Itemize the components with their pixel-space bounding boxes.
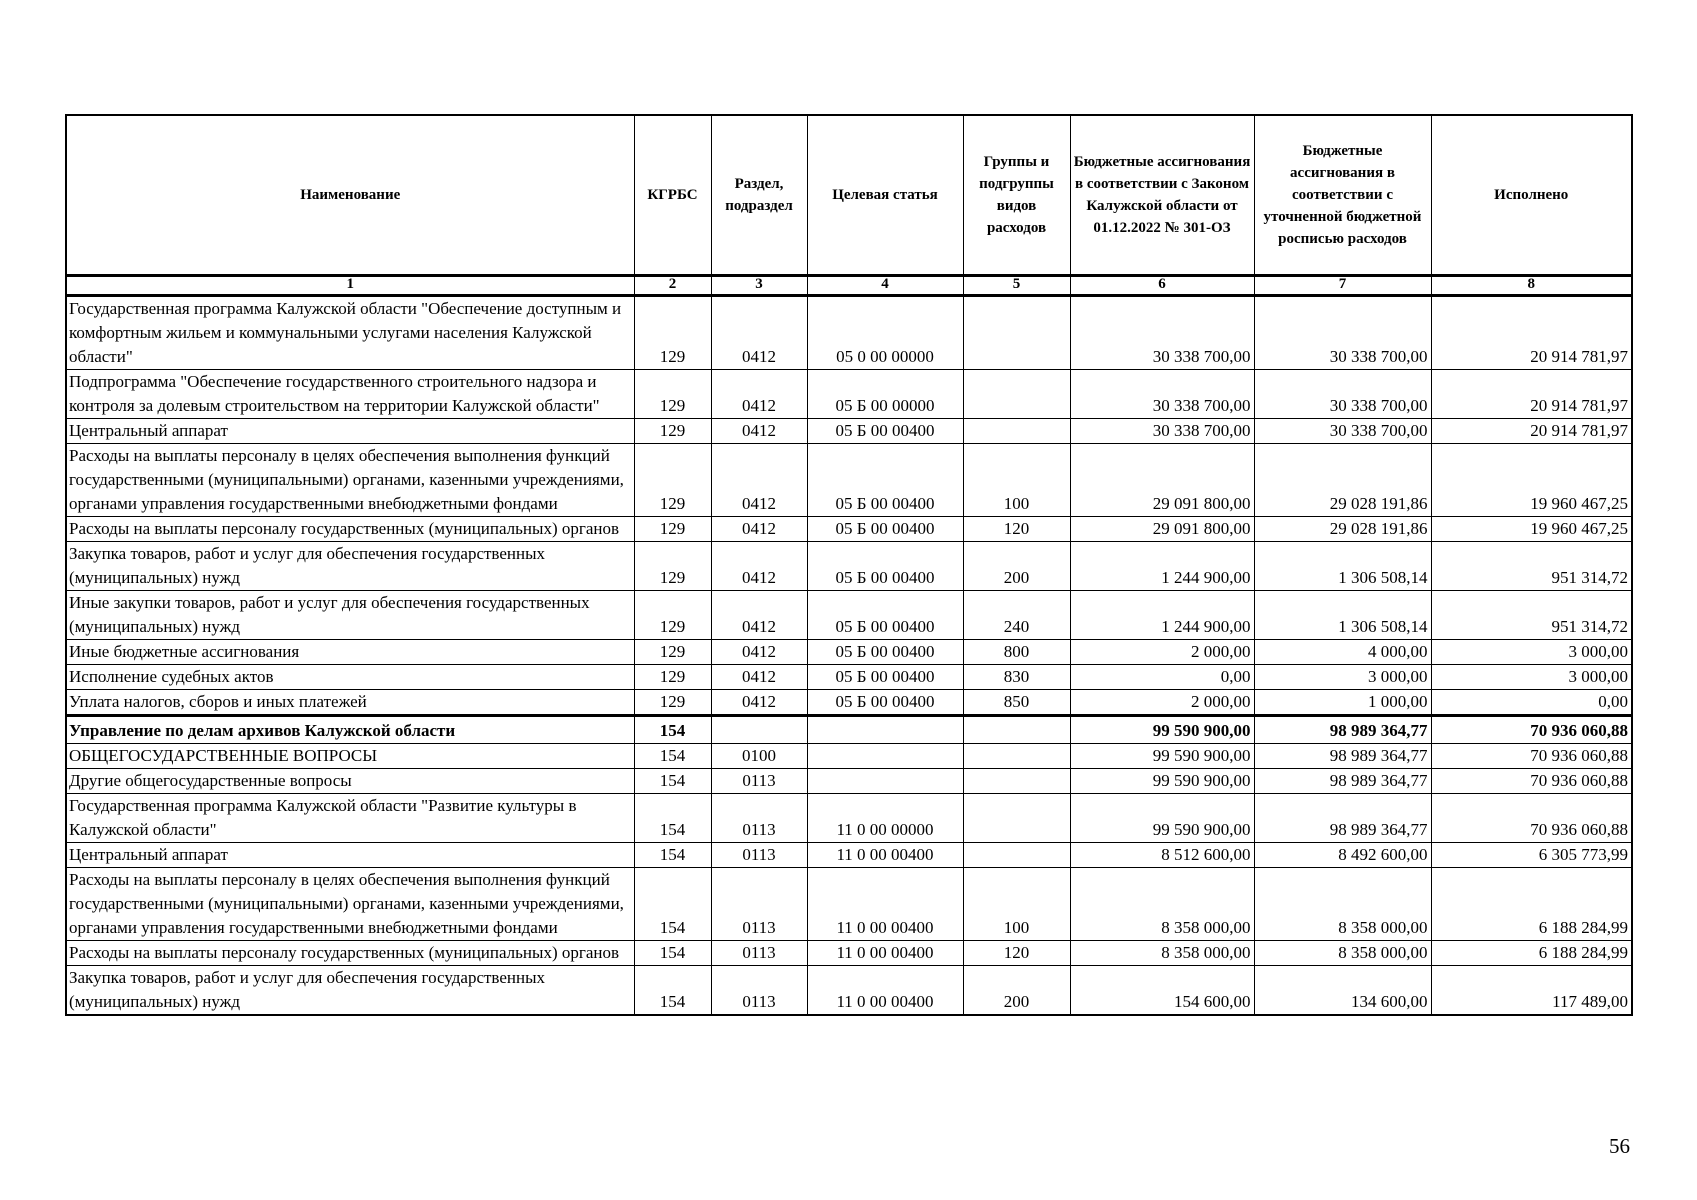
cell-executed-amount: 19 960 467,25 — [1431, 517, 1632, 542]
cell-name: Центральный аппарат — [66, 419, 634, 444]
cell-law-amount: 1 244 900,00 — [1070, 591, 1254, 640]
cell-target: 11 0 00 00000 — [807, 794, 963, 843]
table-row — [66, 542, 1632, 591]
cell-refined-amount: 1 306 508,14 — [1254, 591, 1431, 640]
cell-kgrbs: 129 — [634, 419, 711, 444]
cell-law-amount: 8 358 000,00 — [1070, 941, 1254, 966]
cell-group: 850 — [963, 690, 1070, 716]
cell-kgrbs: 154 — [634, 716, 711, 744]
cell-law-amount: 30 338 700,00 — [1070, 296, 1254, 370]
cell-target: 05 Б 00 00400 — [807, 419, 963, 444]
cell-group — [963, 794, 1070, 843]
cell-executed-amount: 3 000,00 — [1431, 640, 1632, 665]
page-number: 56 — [1609, 1134, 1630, 1158]
cell-section: 0412 — [711, 517, 807, 542]
cell-name: Другие общегосударственные вопросы — [66, 769, 634, 794]
cell-target: 11 0 00 00400 — [807, 868, 963, 941]
cell-law-amount: 29 091 800,00 — [1070, 517, 1254, 542]
cell-executed-amount: 6 305 773,99 — [1431, 843, 1632, 868]
cell-group — [963, 843, 1070, 868]
cell-group — [963, 419, 1070, 444]
cell-group — [963, 716, 1070, 744]
table-row — [66, 690, 1632, 716]
header-kgrbs: КГРБС — [634, 115, 711, 276]
column-number-row — [66, 276, 1632, 296]
table-row — [66, 744, 1632, 769]
cell-executed-amount: 6 188 284,99 — [1431, 941, 1632, 966]
cell-target: 05 Б 00 00000 — [807, 370, 963, 419]
cell-law-amount: 8 512 600,00 — [1070, 843, 1254, 868]
cell-law-amount: 2 000,00 — [1070, 640, 1254, 665]
cell-kgrbs: 154 — [634, 941, 711, 966]
cell-refined-amount: 29 028 191,86 — [1254, 517, 1431, 542]
cell-executed-amount: 20 914 781,97 — [1431, 419, 1632, 444]
cell-target — [807, 744, 963, 769]
cell-section: 0412 — [711, 690, 807, 716]
cell-section: 0412 — [711, 640, 807, 665]
cell-target: 05 Б 00 00400 — [807, 640, 963, 665]
header-name: Наименование — [66, 115, 634, 276]
cell-refined-amount: 8 358 000,00 — [1254, 868, 1431, 941]
cell-target: 05 Б 00 00400 — [807, 542, 963, 591]
cell-executed-amount: 951 314,72 — [1431, 542, 1632, 591]
table-row — [66, 843, 1632, 868]
cell-refined-amount: 8 358 000,00 — [1254, 941, 1431, 966]
cell-refined-amount: 30 338 700,00 — [1254, 296, 1431, 370]
cell-kgrbs: 154 — [634, 966, 711, 1016]
cell-law-amount: 0,00 — [1070, 665, 1254, 690]
cell-law-amount: 154 600,00 — [1070, 966, 1254, 1016]
cell-kgrbs: 154 — [634, 868, 711, 941]
cell-target: 05 Б 00 00400 — [807, 690, 963, 716]
cell-kgrbs: 129 — [634, 640, 711, 665]
cell-executed-amount: 117 489,00 — [1431, 966, 1632, 1016]
cell-name: Расходы на выплаты персоналу в целях обеспечения выполнения функций государственными (муниципальными) органами, казенными учреждениями, органами управления государственными внебюджетными фондами — [66, 868, 634, 941]
cell-law-amount: 99 590 900,00 — [1070, 794, 1254, 843]
header-refined: Бюджетные ассигнования в соответствии с уточненной бюджетной росписью расходов — [1254, 115, 1431, 276]
table-row — [66, 419, 1632, 444]
cell-law-amount: 1 244 900,00 — [1070, 542, 1254, 591]
cell-name: Управление по делам архивов Калужской области — [66, 716, 634, 744]
cell-name: Центральный аппарат — [66, 843, 634, 868]
cell-name: Иные бюджетные ассигнования — [66, 640, 634, 665]
table-row — [66, 941, 1632, 966]
cell-target: 05 Б 00 00400 — [807, 665, 963, 690]
cell-target: 05 Б 00 00400 — [807, 444, 963, 517]
cell-kgrbs: 154 — [634, 794, 711, 843]
cell-law-amount: 2 000,00 — [1070, 690, 1254, 716]
cell-executed-amount: 3 000,00 — [1431, 665, 1632, 690]
cell-target: 05 Б 00 00400 — [807, 591, 963, 640]
cell-name: Уплата налогов, сборов и иных платежей — [66, 690, 634, 716]
cell-law-amount: 29 091 800,00 — [1070, 444, 1254, 517]
cell-kgrbs: 129 — [634, 690, 711, 716]
cell-kgrbs: 129 — [634, 296, 711, 370]
cell-group: 800 — [963, 640, 1070, 665]
cell-refined-amount: 1 000,00 — [1254, 690, 1431, 716]
header-target: Целевая статья — [807, 115, 963, 276]
table-row — [66, 966, 1632, 1016]
column-number: 7 — [1254, 276, 1431, 296]
cell-kgrbs: 129 — [634, 665, 711, 690]
cell-refined-amount: 30 338 700,00 — [1254, 419, 1431, 444]
cell-target: 05 0 00 00000 — [807, 296, 963, 370]
cell-refined-amount: 98 989 364,77 — [1254, 794, 1431, 843]
cell-refined-amount: 8 492 600,00 — [1254, 843, 1431, 868]
cell-kgrbs: 129 — [634, 542, 711, 591]
cell-section: 0113 — [711, 769, 807, 794]
cell-target — [807, 769, 963, 794]
cell-name: Закупка товаров, работ и услуг для обеспечения государственных (муниципальных) нужд — [66, 542, 634, 591]
cell-kgrbs: 129 — [634, 517, 711, 542]
header-law: Бюджетные ассигнования в соответствии с Законом Калужской области от 01.12.2022 № 301-ОЗ — [1070, 115, 1254, 276]
cell-executed-amount: 20 914 781,97 — [1431, 296, 1632, 370]
cell-kgrbs: 129 — [634, 591, 711, 640]
column-number: 8 — [1431, 276, 1632, 296]
table-row — [66, 769, 1632, 794]
table-row — [66, 640, 1632, 665]
column-number: 2 — [634, 276, 711, 296]
table-row — [66, 665, 1632, 690]
cell-executed-amount: 951 314,72 — [1431, 591, 1632, 640]
cell-name: Государственная программа Калужской области "Обеспечение доступным и комфортным жильем и коммунальными услугами населения Калужской области" — [66, 296, 634, 370]
cell-refined-amount: 98 989 364,77 — [1254, 716, 1431, 744]
cell-section: 0113 — [711, 966, 807, 1016]
cell-section: 0412 — [711, 665, 807, 690]
cell-name: Подпрограмма "Обеспечение государственного строительного надзора и контроля за долевым строительством на территории Калужской области" — [66, 370, 634, 419]
cell-name: Расходы на выплаты персоналу государственных (муниципальных) органов — [66, 941, 634, 966]
cell-refined-amount: 98 989 364,77 — [1254, 769, 1431, 794]
header-row — [66, 115, 1632, 276]
cell-refined-amount: 29 028 191,86 — [1254, 444, 1431, 517]
header-executed: Исполнено — [1431, 115, 1632, 276]
cell-kgrbs: 129 — [634, 370, 711, 419]
cell-group: 100 — [963, 444, 1070, 517]
cell-section: 0412 — [711, 296, 807, 370]
cell-executed-amount: 70 936 060,88 — [1431, 716, 1632, 744]
cell-section: 0412 — [711, 419, 807, 444]
cell-executed-amount: 0,00 — [1431, 690, 1632, 716]
cell-kgrbs: 129 — [634, 444, 711, 517]
cell-group: 240 — [963, 591, 1070, 640]
column-number: 1 — [66, 276, 634, 296]
cell-section: 0412 — [711, 444, 807, 517]
cell-refined-amount: 1 306 508,14 — [1254, 542, 1431, 591]
cell-name: Государственная программа Калужской области "Развитие культуры в Калужской области" — [66, 794, 634, 843]
cell-law-amount: 30 338 700,00 — [1070, 419, 1254, 444]
cell-section: 0113 — [711, 794, 807, 843]
cell-refined-amount: 3 000,00 — [1254, 665, 1431, 690]
cell-group: 120 — [963, 517, 1070, 542]
cell-group: 200 — [963, 966, 1070, 1016]
header-group: Группы и подгруппы видов расходов — [963, 115, 1070, 276]
column-number: 4 — [807, 276, 963, 296]
cell-refined-amount: 30 338 700,00 — [1254, 370, 1431, 419]
cell-executed-amount: 70 936 060,88 — [1431, 769, 1632, 794]
cell-executed-amount: 19 960 467,25 — [1431, 444, 1632, 517]
cell-law-amount: 99 590 900,00 — [1070, 769, 1254, 794]
cell-group: 100 — [963, 868, 1070, 941]
cell-section: 0113 — [711, 868, 807, 941]
cell-section: 0412 — [711, 370, 807, 419]
cell-name: Расходы на выплаты персоналу в целях обеспечения выполнения функций государственными (муниципальными) органами, казенными учреждениями, органами управления государственными внебюджетными фондами — [66, 444, 634, 517]
cell-kgrbs: 154 — [634, 769, 711, 794]
cell-kgrbs: 154 — [634, 744, 711, 769]
cell-target — [807, 716, 963, 744]
cell-kgrbs: 154 — [634, 843, 711, 868]
cell-group — [963, 296, 1070, 370]
table-row — [66, 517, 1632, 542]
table-row — [66, 296, 1632, 370]
cell-group — [963, 769, 1070, 794]
table-row — [66, 444, 1632, 517]
column-number: 5 — [963, 276, 1070, 296]
cell-law-amount: 99 590 900,00 — [1070, 744, 1254, 769]
table-row — [66, 794, 1632, 843]
budget-table — [65, 114, 1633, 1016]
cell-name: ОБЩЕГОСУДАРСТВЕННЫЕ ВОПРОСЫ — [66, 744, 634, 769]
table-row — [66, 716, 1632, 744]
cell-section: 0412 — [711, 591, 807, 640]
table-row — [66, 868, 1632, 941]
cell-name: Расходы на выплаты персоналу государственных (муниципальных) органов — [66, 517, 634, 542]
cell-section: 0113 — [711, 941, 807, 966]
cell-name: Исполнение судебных актов — [66, 665, 634, 690]
cell-name: Закупка товаров, работ и услуг для обеспечения государственных (муниципальных) нужд — [66, 966, 634, 1016]
table-row — [66, 370, 1632, 419]
header-section: Раздел, подраздел — [711, 115, 807, 276]
cell-group: 120 — [963, 941, 1070, 966]
cell-section — [711, 716, 807, 744]
cell-name: Иные закупки товаров, работ и услуг для обеспечения государственных (муниципальных) нужд — [66, 591, 634, 640]
cell-refined-amount: 134 600,00 — [1254, 966, 1431, 1016]
cell-executed-amount: 70 936 060,88 — [1431, 744, 1632, 769]
cell-group: 830 — [963, 665, 1070, 690]
cell-refined-amount: 98 989 364,77 — [1254, 744, 1431, 769]
column-number: 6 — [1070, 276, 1254, 296]
cell-executed-amount: 20 914 781,97 — [1431, 370, 1632, 419]
cell-law-amount: 30 338 700,00 — [1070, 370, 1254, 419]
cell-group — [963, 370, 1070, 419]
cell-executed-amount: 70 936 060,88 — [1431, 794, 1632, 843]
cell-section: 0100 — [711, 744, 807, 769]
cell-law-amount: 8 358 000,00 — [1070, 868, 1254, 941]
cell-target: 11 0 00 00400 — [807, 843, 963, 868]
cell-section: 0113 — [711, 843, 807, 868]
cell-section: 0412 — [711, 542, 807, 591]
cell-group: 200 — [963, 542, 1070, 591]
cell-law-amount: 99 590 900,00 — [1070, 716, 1254, 744]
cell-executed-amount: 6 188 284,99 — [1431, 868, 1632, 941]
cell-refined-amount: 4 000,00 — [1254, 640, 1431, 665]
column-number: 3 — [711, 276, 807, 296]
cell-target: 11 0 00 00400 — [807, 941, 963, 966]
cell-target: 05 Б 00 00400 — [807, 517, 963, 542]
cell-group — [963, 744, 1070, 769]
table-body — [66, 296, 1632, 1016]
table-row — [66, 591, 1632, 640]
cell-target: 11 0 00 00400 — [807, 966, 963, 1016]
